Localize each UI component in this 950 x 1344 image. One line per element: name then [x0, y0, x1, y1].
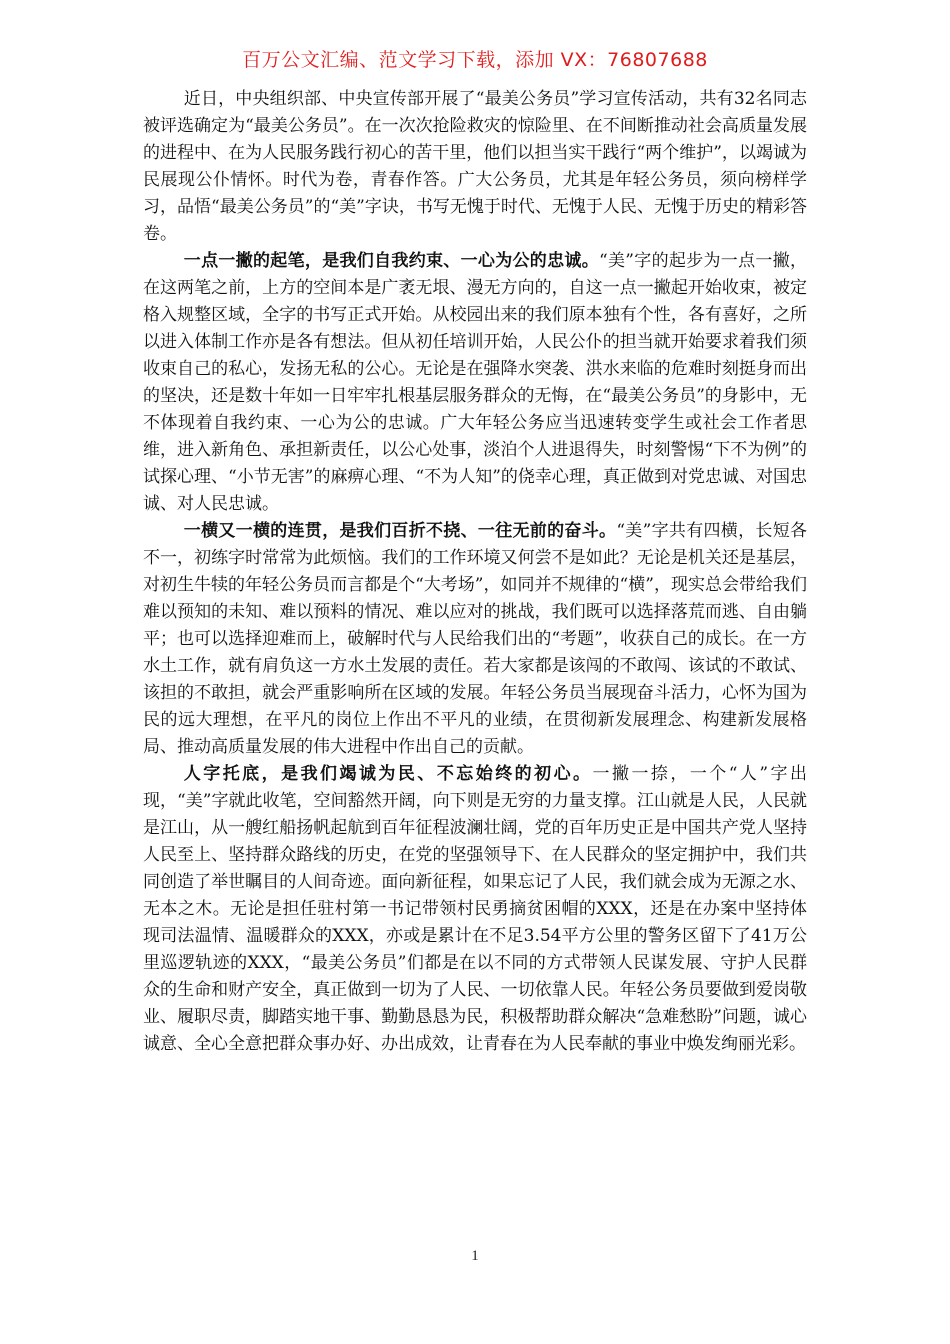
page-number: 1 [471, 1248, 479, 1264]
paragraph-section-1 [143, 248, 807, 518]
paragraph-lead: 人字托底，是我们竭诚为民、不忘始终的初心。 [183, 764, 593, 784]
paragraph-lead: 一点一撇的起笔，是我们自我约束、一心为公的忠诚。 [183, 251, 600, 271]
header-banner: 百万公文汇编、范文学习下载，添加 VX：76807688 [242, 49, 708, 71]
paragraph-text: “美”字的起步为一点一撇，在这两笔之前，上方的空间本是广袤无垠、漫无方向的，自这一点一撇起开始收束，被定格入规整区域，全字的书写正式开始。从校园出来的我们原本独有个性，各有喜好，之所以进入体制工作亦是各有想法。但从初任培训开始，人民公仆的担当就开始要求着我们须收束自己的私心，发扬无私的公心。无论是在强降水突袭、洪水来临的危难时刻挺身而出的坚决，还是数十年如一日牢牢扎根基层服务群众的无悔，在“最美公务员”的身影中，无不体现着自我约束、一心为公的忠诚。广大年轻公务应当迅速转变学生或社会工作者思维，进入新角色、承担新责任，以公心处事，淡泊个人进退得失，时刻警惕“下不为例”的试探心理、“小节无害”的麻痹心理、“不为人知”的侥幸心理，真正做到对党忠诚、对国忠诚、对人民忠诚。 [143, 251, 808, 514]
paragraph-text: 一撇一捺，一个“人”字出现，“美”字就此收笔，空间豁然开阔，向下则是无穷的力量支撑。江山就是人民，人民就是江山，从一艘红船扬帆起航到百年征程波澜壮阔，党的百年历史正是中国共产党人坚持人民至上、坚持群众路线的历史，在党的坚强领导下、在人民群众的坚定拥护中，我们共同创造了举世瞩目的人间奇迹。面向新征程，如果忘记了人民，我们就会成为无源之水、无本之木。无论是担任驻村第一书记带领村民勇摘贫困帽的XXX，还是在办案中坚持体现司法温情、温暖群众的XXX，亦或是累计在不足3.54平方公里的警务区留下了41万公里巡逻轨迹的XXX，“最美公务员”们都是在以不同的方式带领人民谋发展、守护人民群众的生命和财产安全，真正做到一切为了人民、一切依靠人民。年轻公务员要做到爱岗敬业、履职尽责，脚踏实地干事、勤勤恳恳为民，积极帮助群众解决“急难愁盼”问题，诚心诚意、全心全意把群众事办好、办出成效，让青春在为人民奉献的事业中焕发绚丽光彩。 [143, 764, 808, 1054]
paragraph-text: “美”字共有四横，长短各不一，初练字时常常为此烦恼。我们的工作环境又何尝不是如此？无论是机关还是基层，对初生牛犊的年轻公务员而言都是个“大考场”，如同并不规律的“横”，现实总会带给我们难以预知的未知、难以预料的情况、难以应对的挑战，我们既可以选择落荒而逃、自由躺平；也可以选择迎难而上，破解时代与人民给我们出的“考题”，收获自己的成长。在一方水土工作，就有肩负这一方水土发展的责任。若大家都是该闯的不敢闯、该试的不敢试、该担的不敢担，就会严重影响所在区域的发展。年轻公务员当展现奋斗活力，心怀为国为民的远大理想，在平凡的岗位上作出不平凡的业绩，在贯彻新发展理念、构建新发展格局、推动高质量发展的伟大进程中作出自己的贡献。 [143, 521, 807, 757]
paragraph-intro [143, 86, 807, 248]
paragraph-text: 近日，中央组织部、中央宣传部开展了“最美公务员”学习宣传活动，共有32名同志被评选确定为“最美公务员”。在一次次抢险救灾的惊险里、在不间断推动社会高质量发展的进程中、在为人民服务践行初心的苦干里，他们以担当实干践行“两个维护”，以竭诚为民展现公仆情怀。时代为卷，青春作答。广大公务员，尤其是年轻公务员，须向榜样学习，品悟“最美公务员”的“美”字诀，书写无愧于时代、无愧于人民、无愧于历史的精彩答卷。 [143, 89, 807, 244]
document-body [143, 86, 807, 1058]
paragraph-section-3 [143, 761, 807, 1058]
paragraph-section-2 [143, 518, 807, 761]
paragraph-lead: 一横又一横的连贯，是我们百折不挠、一往无前的奋斗。 [183, 521, 617, 541]
